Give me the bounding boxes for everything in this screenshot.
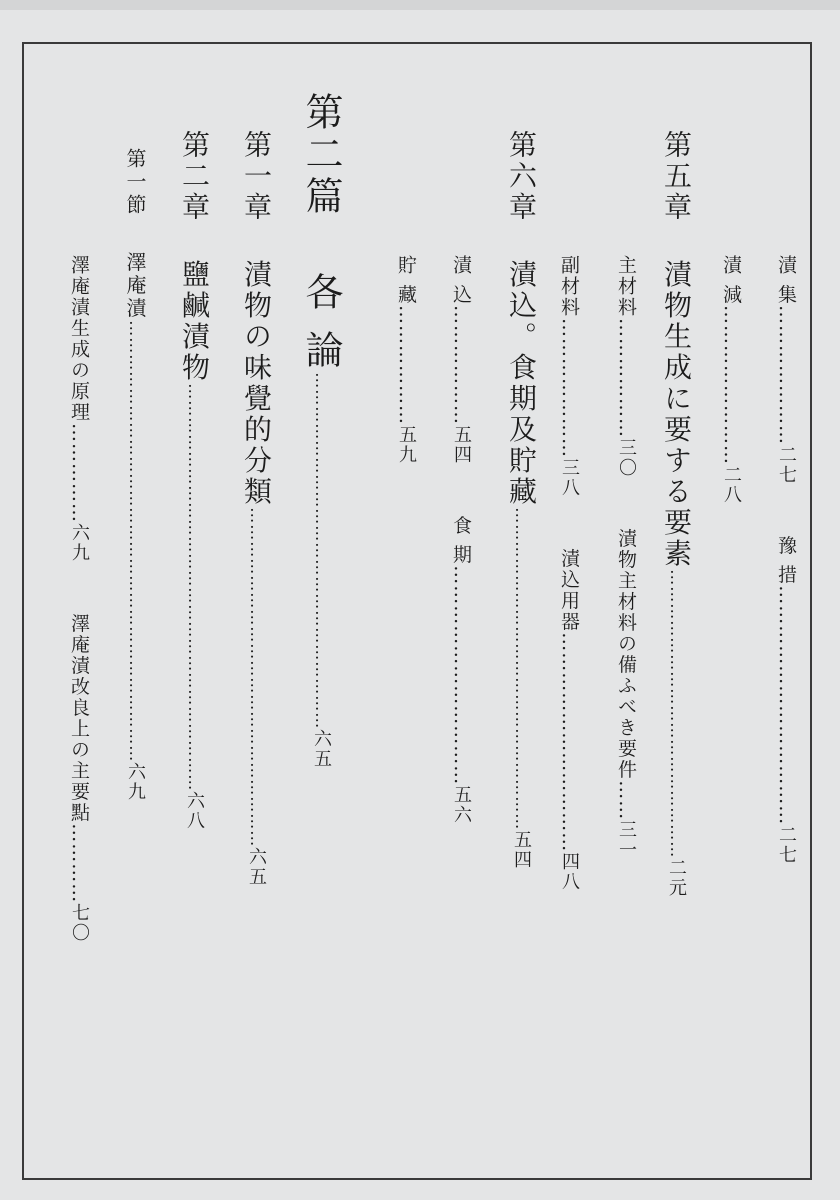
part2-chapter2	[178, 130, 211, 832]
part2-section1	[125, 148, 145, 802]
entry-page: 二七	[776, 825, 797, 866]
chapter5-title: 漬物生成に要する要素	[660, 259, 693, 570]
part2-chapter2-label: 第二章	[178, 130, 211, 223]
part2-section1-title: 澤庵漬	[123, 251, 147, 321]
part2-chapter1-label: 第一章	[240, 130, 273, 223]
entry-name: 副材料	[558, 255, 580, 318]
toc-entry	[776, 255, 795, 865]
entry-name: 漬 減	[720, 255, 742, 306]
entry-page: 五四	[451, 425, 472, 466]
chapter6-title: 漬込。食期及貯藏	[505, 259, 538, 508]
page-edge	[0, 0, 840, 10]
leader: …………	[68, 823, 90, 904]
part2-chapter2-title: 鹽鹹漬物	[178, 259, 211, 384]
leader: ……………………………………………………	[247, 507, 266, 848]
toc-entry	[69, 255, 88, 943]
leader: ……………………	[720, 305, 742, 466]
part2-chapter1-page: 六五	[246, 847, 267, 888]
leader: ………………	[395, 305, 417, 426]
chapter5-heading	[660, 130, 693, 899]
entry-name: 澤庵漬生成の原理	[68, 255, 90, 423]
entry-page: 四八	[559, 852, 580, 893]
part2-section1-page: 六九	[125, 762, 146, 803]
entry-name: 澤庵漬改良上の主要點	[68, 613, 90, 824]
leader: ……………………………	[558, 632, 580, 853]
chapter5-page: 二元	[666, 858, 687, 899]
leader: ……	[615, 780, 637, 821]
entry-page: 二八	[721, 465, 742, 506]
toc-entry	[396, 255, 415, 465]
part2-chapter1	[240, 130, 273, 888]
leader: ………………………………………………………	[312, 372, 331, 730]
chapter6-page: 五四	[511, 830, 532, 871]
leader: …………………	[775, 305, 797, 446]
entry-page: 三八	[559, 458, 580, 498]
entry-page: 六九	[69, 523, 90, 563]
leader: ………………………………………………………………	[185, 383, 204, 792]
leader: …………………	[558, 318, 580, 458]
entry-page: 三〇	[616, 438, 637, 478]
leader: ……………	[68, 423, 90, 523]
entry-page: 二七	[776, 445, 797, 486]
part2-section1-label: 第一節	[123, 148, 147, 217]
toc-entry	[721, 255, 740, 505]
chapter5-label: 第五章	[660, 130, 693, 223]
leader: ………………………………	[775, 585, 797, 826]
part2-page: 六五	[311, 729, 332, 770]
entry-name: 漬込用器	[558, 548, 580, 633]
entry-name: 主材料	[615, 255, 637, 318]
part2-chapter1-title: 漬物の味覺的分類	[240, 259, 273, 508]
toc-entry	[451, 255, 470, 825]
entry-name: 豫 措	[775, 535, 797, 586]
leader: ……………………………………………………………………	[126, 320, 145, 763]
leader: ……………………………	[450, 565, 472, 786]
chapter6-label: 第六章	[505, 130, 538, 223]
toc-entry	[616, 255, 635, 860]
entry-name: 貯 藏	[395, 255, 417, 306]
part2-title: 各 論	[299, 272, 343, 373]
part2-label: 第二篇	[299, 92, 343, 218]
entry-page: 五六	[451, 785, 472, 826]
entry-name: 漬 込	[450, 255, 472, 306]
toc-entry	[559, 255, 578, 892]
entry-page: 七〇	[69, 903, 90, 944]
entry-page: 五九	[396, 425, 417, 466]
leader: ………………	[450, 305, 472, 426]
part2-heading	[299, 92, 343, 770]
leader: ……………………………………………	[667, 569, 686, 859]
leader: ………………	[615, 318, 637, 438]
entry-page: 三一	[616, 820, 637, 861]
entry-name: 食 期	[450, 515, 472, 566]
chapter6-heading	[505, 130, 538, 871]
entry-name: 漬物主材料の備ふべき要件	[615, 528, 637, 781]
leader: …………………………………………………	[512, 507, 531, 831]
part2-chapter2-page: 六八	[184, 791, 205, 832]
entry-name: 漬 集	[775, 255, 797, 306]
